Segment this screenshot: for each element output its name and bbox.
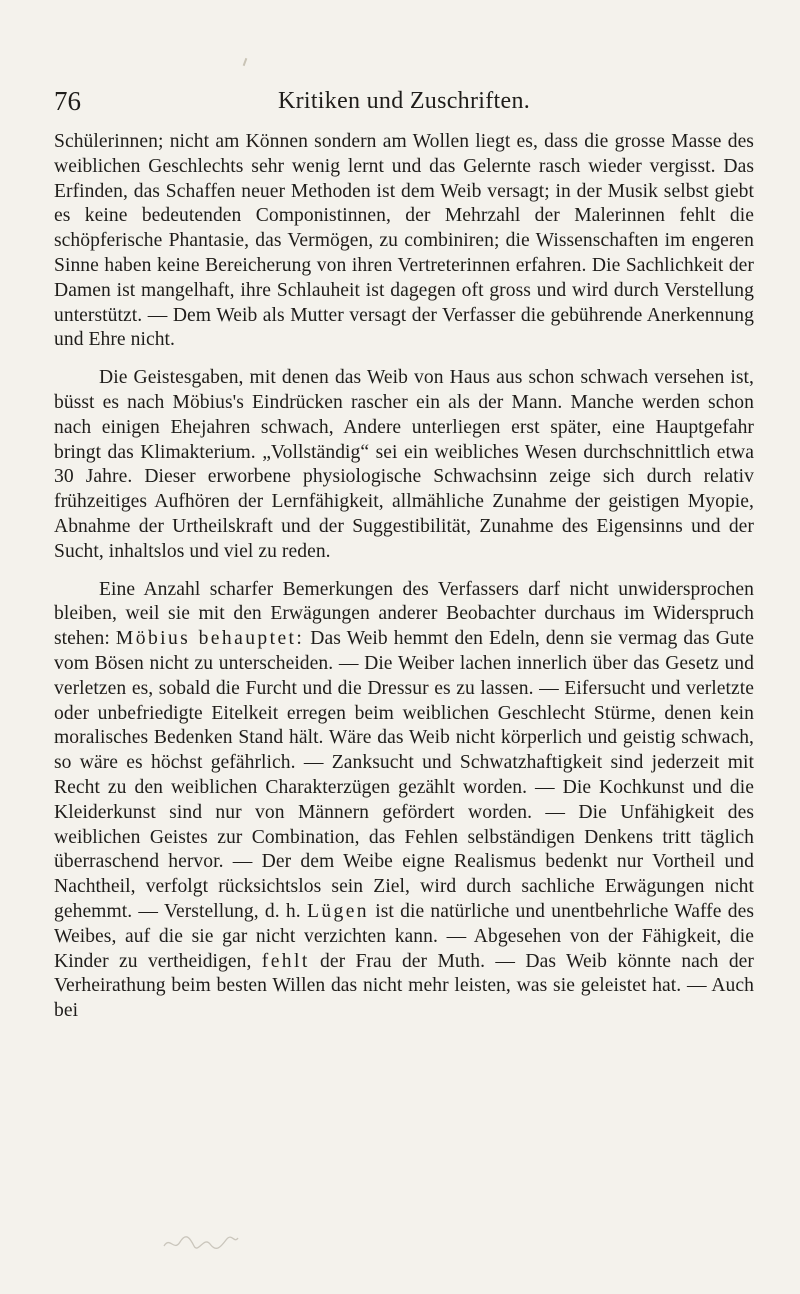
handwritten-signature	[160, 1232, 240, 1254]
paragraph-3	[54, 578, 754, 1024]
emphasis-luegen: Lügen	[306, 900, 370, 922]
page-number: 76	[54, 86, 81, 116]
paragraph-3-part-g: der Frau der Muth. — Das Weib könnte nach der Verheirathung beim besten Willen das nicht mehr leisten, was sie geleistet hat. — Auch bei	[54, 950, 754, 1022]
paragraph-3-part-a: Eine Anzahl scharfer Bemerkungen des Verfassers darf nicht unwidersprochen bleiben, weil sie mit den Erwägungen anderer Beobachter durchaus im Widerspruch stehen:	[54, 578, 754, 650]
running-title: Kritiken und Zuschriften.	[277, 88, 531, 114]
paragraph-3-part-e: ist die natürliche und unentbehrliche Waffe des Weibes, auf die sie gar nicht verzichten kann. — Abgesehen von der Fähigkeit, die Kinder zu vertheidigen,	[54, 900, 754, 972]
page-body	[54, 130, 754, 1024]
paragraph-1: Schülerinnen; nicht am Können sondern am Wollen liegt es, dass die grosse Masse des weiblichen Geschlechts sehr wenig lernt und das Gelernte rasch wieder vergisst. Das Erfinden, das Schaffen neuer Methoden ist dem Weib versagt; in der Musik selbst giebt es keine bedeutenden Componistinnen, der Mehrzahl der Malerinnen fehlt die schöpferische Phantasie, das Vermögen, zu combiniren; die Wissenschaften im engeren Sinne haben keine Bereicherung von ihren Vertreterinnen erfahren. Die Sachlichkeit der Damen ist mangelhaft, ihre Schlauheit ist dagegen oft gross und wird durch Verstellung unterstützt. — Dem Weib als Mutter versagt der Verfasser die gebührende Anerkennung und Ehre nicht.	[54, 131, 754, 351]
margin-mark	[243, 58, 248, 66]
page-header	[54, 86, 754, 126]
paragraph-2: Die Geistesgaben, mit denen das Weib von Haus aus schon schwach versehen ist, büsst es nach Möbius's Eindrücken rascher ein als der Mann. Manche werden schon nach einigen Ehejahren schwach, Andere unterliegen erst später, eine Hauptgefahr bringt das Klimakterium. „Vollständig“ sei ein weibliches Wesen durchschnittlich etwa 30 Jahre. Dieser erworbene physiologische Schwachsinn zeige sich durch relativ frühzeitiges Aufhören der Lernfähigkeit, allmähliche Zunahme der geistigen Myopie, Abnahme der Urtheilskraft und der Suggestibilität, Zunahme des Eigensinns und der Sucht, inhaltslos und viel zu reden.	[54, 367, 754, 562]
book-page	[54, 86, 754, 1022]
emphasis-fehlt: fehlt	[261, 950, 310, 972]
paragraph-3-part-c: Das Weib hemmt den Edeln, denn sie vermag das Gute vom Bösen nicht zu unterscheiden. — Die Weiber lachen innerlich über das Gesetz und verletzen es, sobald die Furcht und die Dressur es zu lassen. — Eifersucht und verletzte oder unbefriedigte Eitelkeit erregen beim weiblichen Geschlecht Stürme, denen kein moralisches Bedenken Stand hält. Wäre das Weib nicht körperlich und geistig schwach, so wäre es höchst gefährlich. — Zanksucht und Schwatzhaftigkeit sind jederzeit mit Recht zu den weiblichen Charakterzügen gezählt worden. — Die Kochkunst und die Kleiderkunst sind nur von Männern gefördert worden. — Die Unfähigkeit des weiblichen Geistes zur Combination, das Fehlen selbständigen Denkens tritt täglich überraschend hervor. — Der dem Weibe eigne Realismus bedenkt nur Vortheil und Nachtheil, verfolgt rücksichtslos sein Ziel, wird durch sachliche Erwägungen nicht gehemmt. — Verstellung, d. h.	[54, 628, 754, 922]
emphasis-moebius: Möbius behauptet:	[115, 628, 305, 650]
